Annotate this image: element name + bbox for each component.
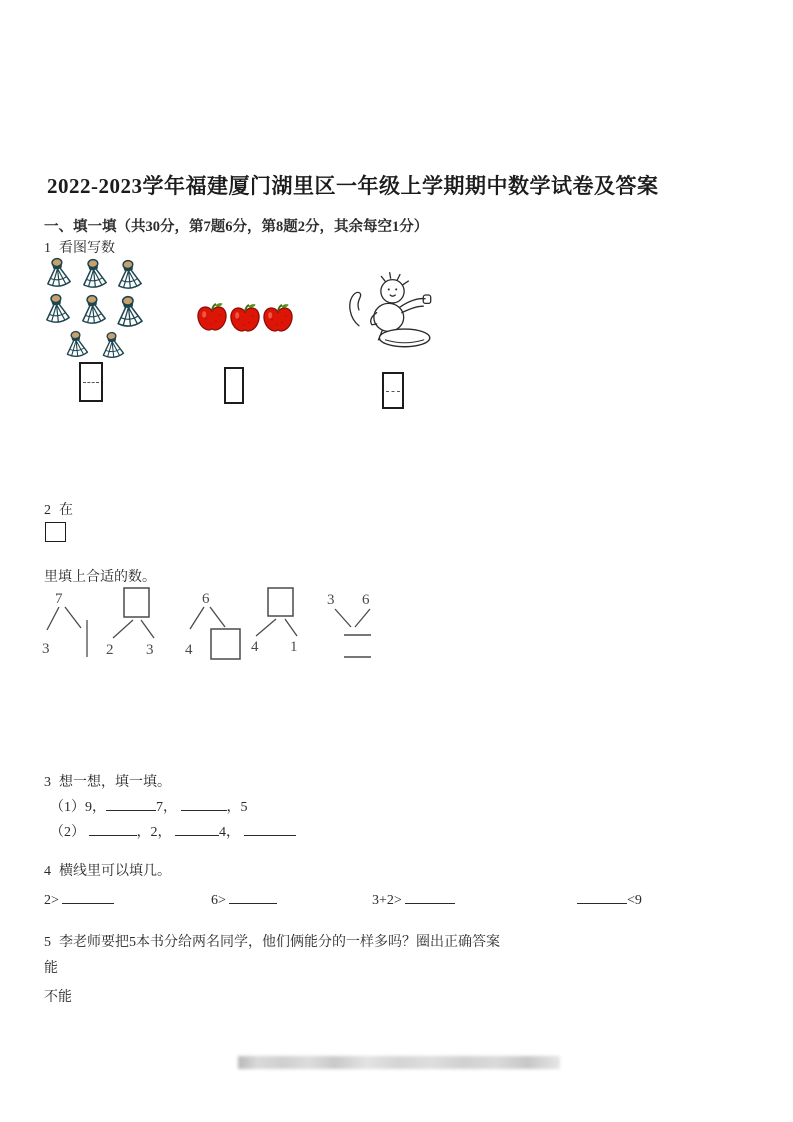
q3-line2-mid2: 4， bbox=[219, 825, 240, 840]
q1-answer-box-apples bbox=[224, 367, 244, 404]
d4-left-number: 4 bbox=[251, 639, 259, 655]
q3-line1-blank-1 bbox=[106, 797, 156, 811]
question-5-heading bbox=[44, 931, 500, 951]
q3-line2-blank-2 bbox=[175, 822, 219, 836]
answer-box-dash bbox=[386, 391, 400, 392]
q4-item1-blank bbox=[62, 890, 114, 904]
monkey-with-empty-plate-icon bbox=[345, 268, 440, 350]
question-5-number: 5 bbox=[44, 935, 51, 950]
question-3-number: 3 bbox=[44, 775, 51, 790]
q3-line2-blank-3 bbox=[244, 822, 296, 836]
shuttlecock-icon bbox=[77, 257, 110, 292]
d3-left-number: 4 bbox=[185, 642, 193, 658]
shuttlecock-icon bbox=[98, 330, 128, 362]
apple-icon bbox=[227, 302, 263, 335]
d5-top-left-number: 3 bbox=[327, 592, 335, 608]
q1-answer-box-shuttlecocks bbox=[79, 362, 103, 402]
q3-line-2 bbox=[50, 821, 296, 841]
answer-box-dash bbox=[83, 382, 99, 383]
question-4-heading bbox=[44, 860, 171, 880]
question-3-text: 想一想，填一填。 bbox=[59, 775, 171, 790]
watermark-blur bbox=[238, 1056, 560, 1069]
d1-top-number: 7 bbox=[55, 591, 63, 607]
question-4-text: 横线里可以填几。 bbox=[59, 864, 171, 879]
question-4-number: 4 bbox=[44, 864, 51, 879]
question-2-number: 2 bbox=[44, 503, 51, 518]
question-1-number: 1 bbox=[44, 241, 51, 256]
q3-line1-suffix: ，5 bbox=[226, 800, 248, 815]
q4-item2-blank bbox=[229, 890, 277, 904]
q5-option-no: 不能 bbox=[44, 990, 72, 1005]
q3-line2-blank-1 bbox=[89, 822, 137, 836]
shuttlecock-icon bbox=[111, 293, 146, 330]
q5-option-yes: 能 bbox=[44, 961, 58, 976]
q3-line-1 bbox=[50, 796, 248, 816]
q3-line1-prefix: （1）9， bbox=[50, 800, 106, 815]
q4-item3-text: 3+2> bbox=[372, 893, 402, 908]
d2-left-number: 2 bbox=[106, 642, 114, 658]
apple-icon bbox=[260, 302, 296, 335]
d2-top-box bbox=[124, 588, 149, 617]
d3-right-box bbox=[211, 629, 240, 659]
shuttlecock-icon bbox=[112, 258, 145, 293]
d1-left-number: 3 bbox=[42, 641, 50, 657]
number-bond-diagrams bbox=[40, 583, 380, 675]
q4-item1-text: 2> bbox=[44, 893, 59, 908]
q3-line2-mid1: ，2， bbox=[136, 825, 172, 840]
question-1-text: 看图写数 bbox=[59, 241, 115, 256]
q4-item3-blank bbox=[405, 890, 455, 904]
section-1-heading: 一、填一填（共30分，第7题6分，第8题2分，其余每空1分） bbox=[44, 219, 429, 235]
question-3-heading bbox=[44, 771, 171, 791]
q1-answer-box-monkey bbox=[382, 372, 404, 409]
q3-line2-prefix: （2） bbox=[50, 825, 85, 840]
q4-item-2 bbox=[211, 890, 277, 909]
question-2-text-after: 里填上合适的数。 bbox=[44, 570, 156, 585]
q3-line1-blank-2 bbox=[181, 797, 227, 811]
question-1-heading bbox=[44, 237, 115, 257]
q4-item-1 bbox=[44, 890, 114, 909]
shuttlecock-icon bbox=[40, 292, 73, 327]
shuttlecock-icon bbox=[62, 329, 92, 361]
q4-item4-blank bbox=[577, 890, 627, 904]
q2-inline-box bbox=[45, 522, 66, 542]
d4-right-number: 1 bbox=[290, 639, 298, 655]
shuttlecock-icon bbox=[41, 256, 74, 291]
d2-right-number: 3 bbox=[146, 642, 154, 658]
q4-item-4 bbox=[577, 890, 642, 909]
q4-item-3 bbox=[372, 890, 455, 909]
shuttlecock-icon bbox=[76, 293, 109, 328]
question-5-text: 李老师要把5本书分给两名同学，他们俩能分的一样多吗？圈出正确答案 bbox=[59, 935, 500, 950]
q4-item4-text: <9 bbox=[627, 893, 642, 908]
page-title: 2022-2023学年福建厦门湖里区一年级上学期期中数学试卷及答案 bbox=[47, 174, 659, 198]
question-2-heading bbox=[44, 499, 73, 519]
q4-item2-text: 6> bbox=[211, 893, 226, 908]
d3-top-number: 6 bbox=[202, 591, 210, 607]
d4-top-box bbox=[268, 588, 293, 616]
apple-icon bbox=[194, 301, 230, 334]
q3-line1-mid: 7， bbox=[156, 800, 177, 815]
d5-top-right-number: 6 bbox=[362, 592, 370, 608]
question-2-text-before: 在 bbox=[59, 503, 73, 518]
